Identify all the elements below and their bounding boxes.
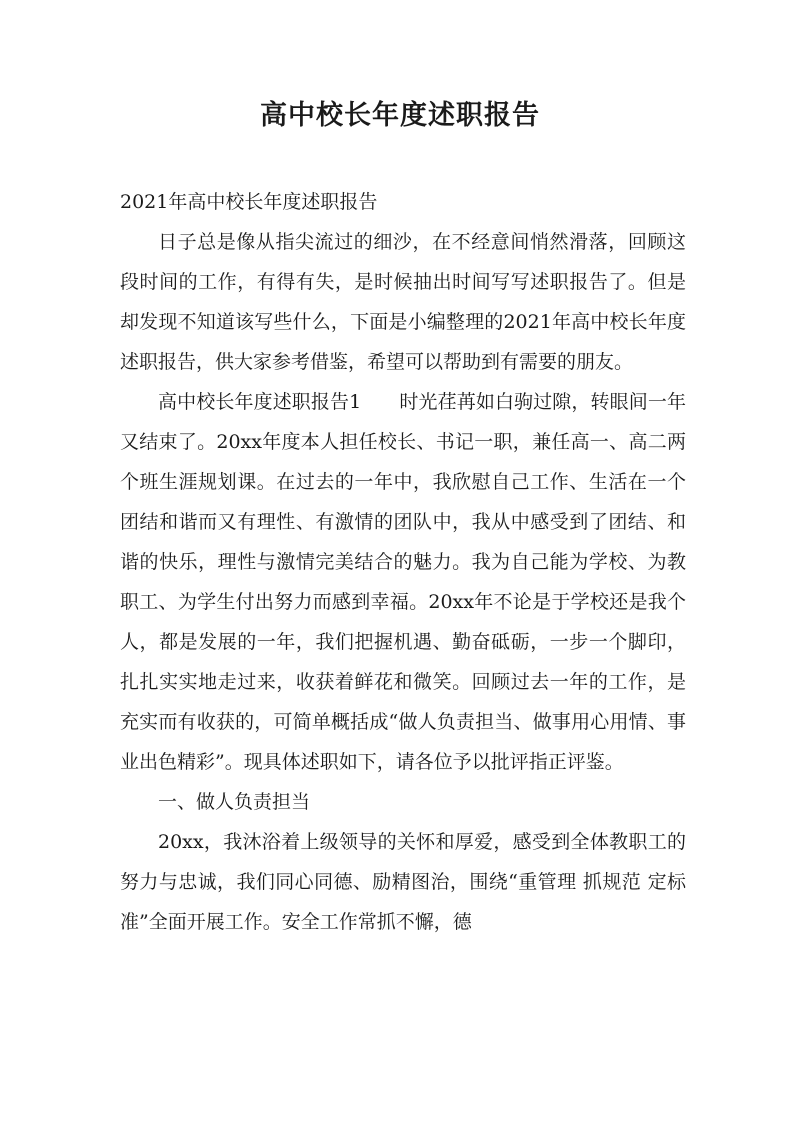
- report-1-label: 高中校长年度述职报告1: [158, 391, 362, 413]
- section-1-paragraph: 20xx，我沐浴着上级领导的关怀和厚爱，感受到全体教职工的努力与忠诚，我们同心同德、励精图治，围绕“重管理 抓规范 定标准”全面开展工作。安全工作常抓不懈，德: [120, 831, 686, 933]
- report-1-paragraph: [120, 382, 686, 782]
- document-body: [120, 182, 686, 942]
- section-1-heading: 一、做人负责担当: [158, 791, 311, 813]
- document-title: 高中校长年度述职报告: [260, 100, 540, 131]
- report-1-text: 时光荏苒如白驹过隙，转眼间一年又结束了。20xx年度本人担任校长、书记一职，兼任高一、高二两个班生涯规划课。在过去的一年中，我欣慰自己工作、生活在一个团结和谐而又有理性、有激情的团队中，我从中感受到了团结、和谐的快乐，理性与激情完美结合的魅力。我为自己能为学校、为教职工、为学生付出努力而感到幸福。20xx年不论是于学校还是我个人，都是发展的一年，我们把握机遇、勤奋砥砺，一步一个脚印，扎扎实实地走过来，收获着鲜花和微笑。回顾过去一年的工作，是充实而有收获的，可简单概括成“做人负责担当、做事用心用情、事业出色精彩”。现具体述职如下，请各位予以批评指正评鉴。: [120, 391, 686, 773]
- intro-paragraph: 日子总是像从指尖流过的细沙，在不经意间悄然滑落，回顾这段时间的工作，有得有失，是时候抽出时间写写述职报告了。但是却发现不知道该写些什么，下面是小编整理的2021年高中校长年度述职报告，供大家参考借鉴，希望可以帮助到有需要的朋友。: [120, 231, 686, 373]
- document-subtitle: 2021年高中校长年度述职报告: [120, 191, 378, 213]
